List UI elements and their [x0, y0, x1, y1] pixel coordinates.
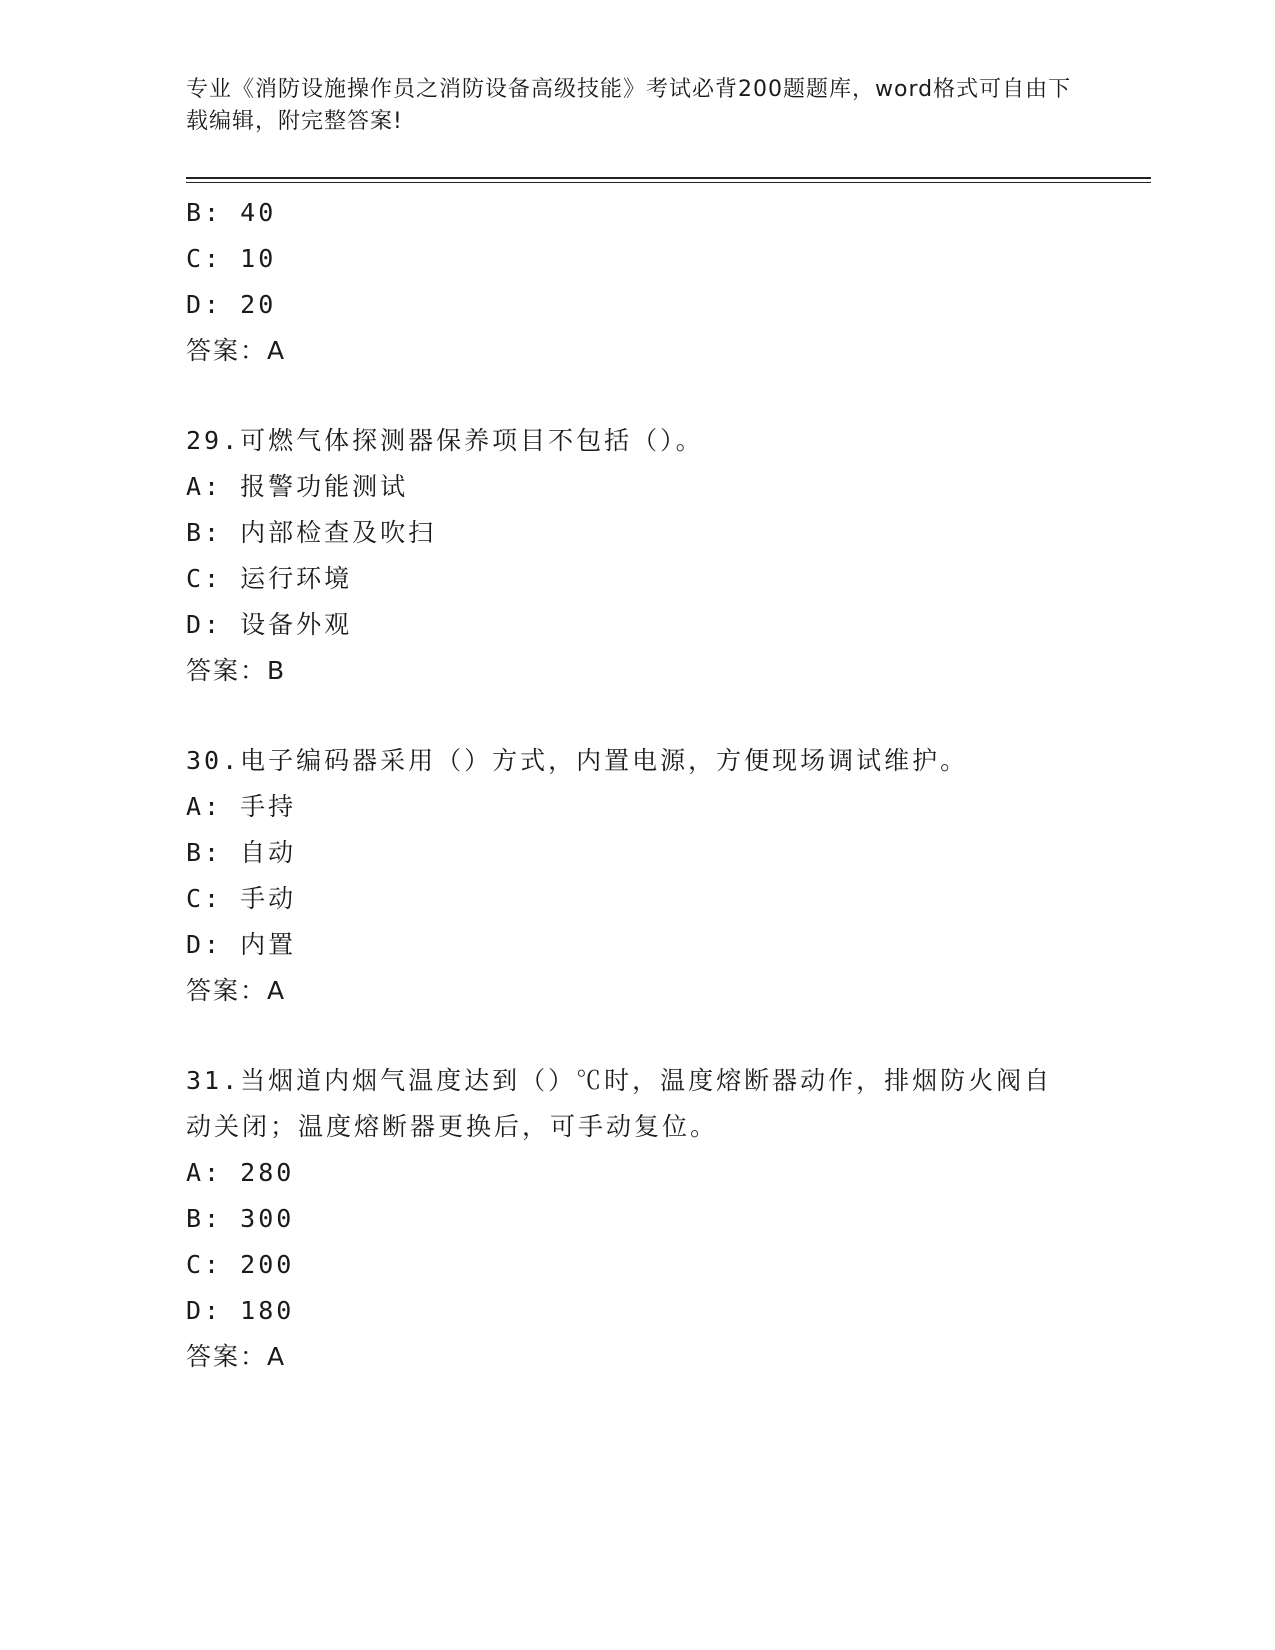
option-d: D: 180 — [186, 1296, 295, 1325]
option-c: C: 运行环境 — [186, 564, 353, 593]
option-a: A: 手持 — [186, 792, 297, 821]
answer-line: 答案：B — [186, 656, 287, 685]
option-c: C: 200 — [186, 1250, 295, 1279]
header-divider-thick — [186, 177, 1151, 179]
header-divider-thin — [186, 182, 1151, 183]
document-header: 专业《消防设施操作员之消防设备高级技能》考试必背200题题库，word格式可自由下载编辑，附完整答案! — [186, 77, 1072, 134]
answer-line: 答案：A — [186, 1342, 287, 1371]
question-text: 30.电子编码器采用（）方式，内置电源，方便现场调试维护。 — [186, 746, 969, 775]
option-b: B: 300 — [186, 1204, 295, 1233]
question-list — [186, 190, 1086, 1380]
option-d: D: 设备外观 — [186, 610, 353, 639]
option-b: B: 自动 — [186, 838, 297, 867]
question-block-29 — [186, 418, 1086, 694]
option-a: A: 报警功能测试 — [186, 472, 409, 501]
option-b: B: 内部检查及吹扫 — [186, 518, 437, 547]
option-d: D: 内置 — [186, 930, 297, 959]
question-text: 29.可燃气体探测器保养项目不包括（）。 — [186, 426, 704, 455]
option-d: D: 20 — [186, 290, 277, 319]
answer-line: 答案：A — [186, 976, 287, 1005]
option-a: A: 280 — [186, 1158, 295, 1187]
option-c: C: 手动 — [186, 884, 297, 913]
option-c: C: 10 — [186, 244, 277, 273]
question-text: 31.当烟道内烟气温度达到（）℃时，温度熔断器动作，排烟防火阀自动关闭；温度熔断器更换后，可手动复位。 — [186, 1066, 1053, 1141]
answer-line: 答案：A — [186, 336, 287, 365]
option-b: B: 40 — [186, 198, 277, 227]
question-block-31 — [186, 1058, 1086, 1380]
question-block-30 — [186, 738, 1086, 1014]
question-block-28 — [186, 190, 1086, 374]
